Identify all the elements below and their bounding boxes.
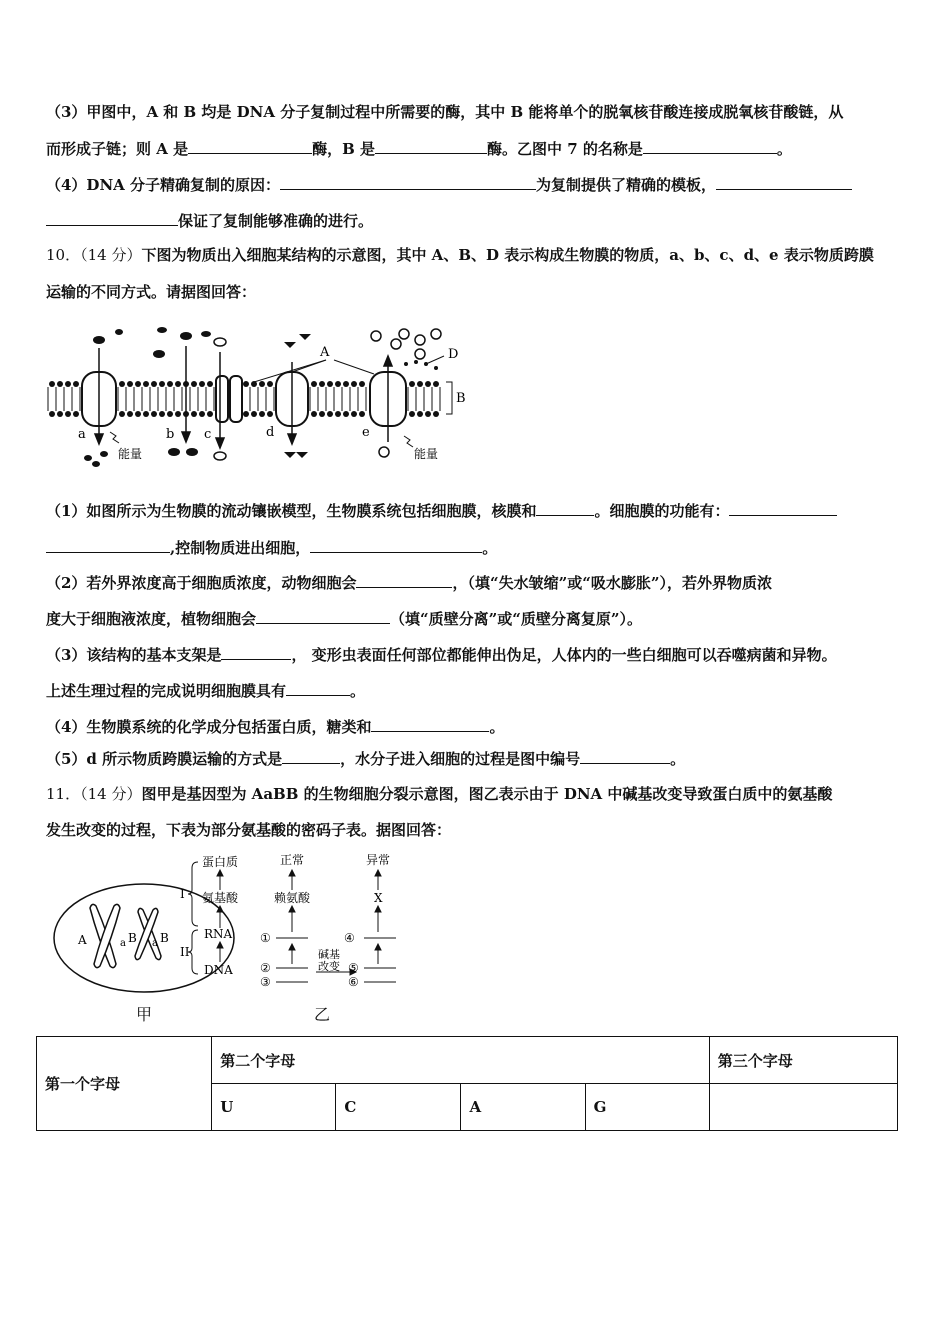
q10-p3-line2: 上述生理过程的完成说明细胞膜具有 。 xyxy=(46,682,366,700)
channel-protein-right xyxy=(230,376,242,422)
q11-stem-line1: 11．（14 分）图甲是基因型为 AaBB 的生物细胞分裂示意图，图乙表示由于 DNA 中碱基改变导致蛋白质中的氨基酸 xyxy=(46,785,833,803)
q10-p5: （5）d 所示物质跨膜运输的方式是 ，水分子进入细胞的过程是图中编号 。 xyxy=(46,750,686,768)
answer-blank[interactable] xyxy=(310,537,482,553)
q10-p2-line2: 度大于细胞液浓度，植物细胞会 （填“质壁分离”或“质壁分离复原”）。 xyxy=(46,610,643,628)
answer-blank[interactable] xyxy=(371,716,489,732)
answer-blank[interactable] xyxy=(282,748,340,764)
answer-blank[interactable] xyxy=(286,680,350,696)
label-B: B xyxy=(128,931,137,945)
answer-blank[interactable] xyxy=(46,210,178,226)
label-D: D xyxy=(448,347,459,362)
label-roman-1: I xyxy=(180,887,185,901)
q9-p4-line2: 保证了复制能够准确的进行。 xyxy=(46,210,906,231)
answer-blank[interactable] xyxy=(46,537,170,553)
label-d: d xyxy=(266,425,275,440)
codon-table xyxy=(36,1036,898,1131)
label-lysine: 赖氨酸 xyxy=(274,891,311,905)
label-A: A xyxy=(78,933,87,947)
membrane-figure xyxy=(44,322,474,472)
base-a: A xyxy=(461,1084,585,1131)
label-base-change-1: 碱基 xyxy=(318,948,340,961)
label-e: e xyxy=(362,425,370,440)
answer-blank[interactable] xyxy=(536,500,594,516)
q9-p3-line1: （3）甲图中，A 和 B 均是 DNA 分子复制过程中所需要的酶，其中 B 能将单个的脱氧核苷酸连接成脱氧核苷酸链，从 xyxy=(46,103,844,121)
label-base-change-2: 改变 xyxy=(318,960,340,973)
channel-protein-left xyxy=(216,376,228,422)
answer-blank[interactable] xyxy=(729,500,837,516)
label-energy-left: 能量 xyxy=(118,447,143,461)
label-roman-2: II xyxy=(180,945,190,959)
q10-p3-line1: （3）该结构的基本支架是 ， 变形虫表面任何部位都能伸出伪足，人体内的一些白细胞可以吞噬病菌和异物。 xyxy=(46,646,837,664)
label-amino-acid: 氨基酸 xyxy=(202,891,239,905)
answer-blank[interactable] xyxy=(221,644,291,660)
empty-cell xyxy=(709,1084,897,1131)
label-abnormal: 异常 xyxy=(366,853,391,867)
label-b: b xyxy=(166,427,175,442)
answer-blank[interactable] xyxy=(375,138,487,154)
label-normal: 正常 xyxy=(280,853,305,867)
q11-stem-line2: 发生改变的过程，下表为部分氨基酸的密码子表。据图回答： xyxy=(46,821,452,839)
label-energy-right: 能量 xyxy=(414,447,439,461)
label-dna: DNA xyxy=(204,963,233,977)
base-u: U xyxy=(212,1084,336,1131)
q10-p1-line2: ,控制物质进出细胞， 。 xyxy=(46,537,906,558)
answer-blank[interactable] xyxy=(256,608,390,624)
label-a: a xyxy=(152,938,158,949)
label-B: B xyxy=(160,931,169,945)
caption-jia: 甲 xyxy=(136,1005,153,1024)
q10-p4: （4）生物膜系统的化学成分包括蛋白质，糖类和 。 xyxy=(46,718,505,736)
label-strand-5: ⑤ xyxy=(348,961,359,975)
label-strand-1: ① xyxy=(260,931,271,945)
answer-blank[interactable] xyxy=(356,572,452,588)
q10-p2-line1: （2）若外界浓度高于细胞质浓度，动物细胞会 ，（填“失水皱缩”或“吸水膨胀”），若外界物质浓 xyxy=(46,574,772,592)
label-strand-2: ② xyxy=(260,961,271,975)
label-B: B xyxy=(456,391,466,406)
base-c: C xyxy=(336,1084,461,1131)
header-first-letter: 第一个字母 xyxy=(37,1037,212,1131)
q10-stem-line2: 运输的不同方式。请据图回答： xyxy=(46,283,257,301)
answer-blank[interactable] xyxy=(188,138,312,154)
label-strand-3: ③ xyxy=(260,975,271,989)
answer-blank[interactable] xyxy=(643,138,777,154)
label-strand-6: ⑥ xyxy=(348,975,359,989)
q10-p1-line1: （1）如图所示为生物膜的流动镶嵌模型，生物膜系统包括细胞膜，核膜和 。细胞膜的功能有： xyxy=(46,500,906,521)
label-a: a xyxy=(120,938,126,949)
q9-p4-line1: （4）DNA 分子精确复制的原因： 为复制提供了精确的模板， xyxy=(46,174,906,195)
header-third-letter: 第三个字母 xyxy=(709,1037,897,1084)
label-c: c xyxy=(204,427,212,442)
label-strand-4: ④ xyxy=(344,931,355,945)
answer-blank[interactable] xyxy=(580,748,670,764)
base-g: G xyxy=(585,1084,709,1131)
label-x: X xyxy=(374,891,383,905)
label-rna: RNA xyxy=(204,927,233,941)
label-A: A xyxy=(320,345,330,360)
q10-stem-line1: 10．（14 分）下图为物质出入细胞某结构的示意图，其中 A、B、D 表示构成生物膜的物质，a、b、c、d、e 表示物质跨膜 xyxy=(46,246,874,264)
q9-p3-line2: 而形成子链；则 A 是 酶，B 是 酶。乙图中 7 的名称是 。 xyxy=(46,140,792,158)
answer-blank[interactable] xyxy=(280,174,536,190)
header-second-letter: 第二个字母 xyxy=(212,1037,710,1084)
answer-blank[interactable] xyxy=(716,174,852,190)
label-a: a xyxy=(78,427,86,442)
label-protein: 蛋白质 xyxy=(202,855,239,869)
caption-yi: 乙 xyxy=(314,1005,331,1024)
figure-yi-process xyxy=(180,850,406,1002)
